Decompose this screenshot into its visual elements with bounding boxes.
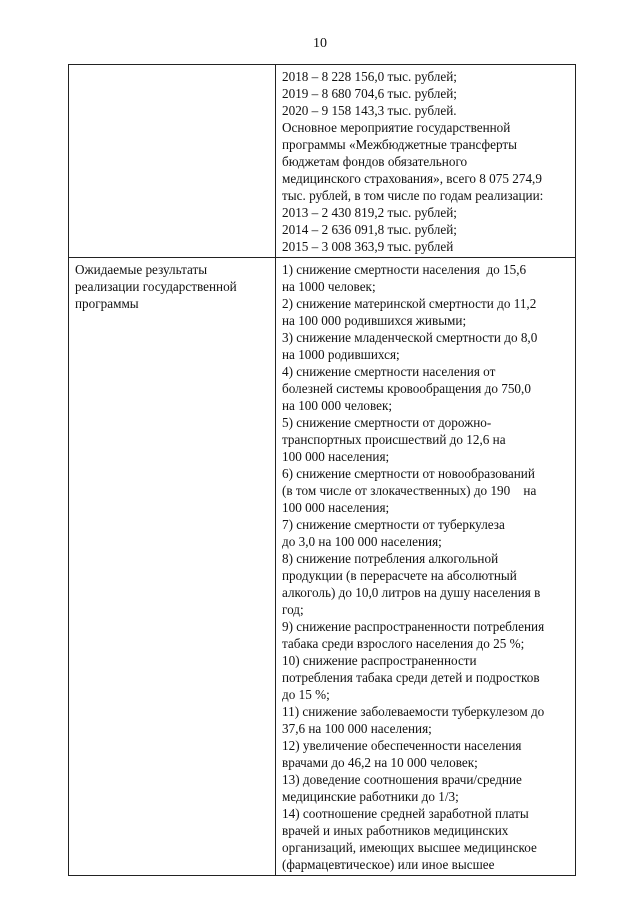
table-row bbox=[69, 65, 576, 258]
text-line: болезней системы кровообращения до 750,0 bbox=[282, 381, 531, 396]
text-line: 2019 – 8 680 704,6 тыс. рублей; bbox=[282, 86, 457, 101]
text-line: 9) снижение распространенности потребления bbox=[282, 619, 545, 634]
text-line: продукции (в перерасчете на абсолютный bbox=[282, 568, 517, 583]
text-line: медицинского страхования», всего 8 075 274,9 bbox=[282, 171, 542, 186]
text-line: транспортных происшествий до 12,6 на bbox=[282, 432, 506, 447]
text-line: 2020 – 9 158 143,3 тыс. рублей. bbox=[282, 103, 457, 118]
text-line: 7) снижение смертности от туберкулеза bbox=[282, 517, 505, 532]
text-line: врачей и иных работников медицинских bbox=[282, 823, 509, 838]
text-line: 13) доведение соотношения врачи/средние bbox=[282, 772, 522, 787]
text-line: год; bbox=[282, 602, 304, 617]
text-line: на 1000 родившихся; bbox=[282, 347, 400, 362]
row-label-cell bbox=[69, 258, 276, 876]
row-value-cell bbox=[276, 258, 576, 876]
text-line: 100 000 населения; bbox=[282, 500, 390, 515]
text-line: на 100 000 родившихся живыми; bbox=[282, 313, 467, 328]
page-number: 10 bbox=[313, 36, 327, 51]
text-line: программы bbox=[75, 296, 139, 311]
text-line: реализации государственной bbox=[75, 279, 237, 294]
text-line: потребления табака среди детей и подростков bbox=[282, 670, 540, 685]
text-line: программы «Межбюджетные трансферты bbox=[282, 137, 517, 152]
text-line: до 15 %; bbox=[282, 687, 330, 702]
text-line: 1) снижение смертности населения до 15,6 bbox=[282, 262, 527, 277]
text-line: тыс. рублей, в том числе по годам реализации: bbox=[282, 188, 544, 203]
text-line: 3) снижение младенческой смертности до 8,0 bbox=[282, 330, 538, 345]
text-line: 2018 – 8 228 156,0 тыс. рублей; bbox=[282, 69, 457, 84]
text-line: 2013 – 2 430 819,2 тыс. рублей; bbox=[282, 205, 457, 220]
text-line: 6) снижение смертности от новообразований bbox=[282, 466, 535, 481]
text-line: 11) снижение заболеваемости туберкулезом до bbox=[282, 704, 545, 719]
text-line: Ожидаемые результаты bbox=[75, 262, 208, 277]
program-passport-table bbox=[68, 64, 576, 876]
text-line: до 3,0 на 100 000 населения; bbox=[282, 534, 442, 549]
table-row bbox=[69, 258, 576, 876]
text-line: 2) снижение материнской смертности до 11,2 bbox=[282, 296, 537, 311]
text-line: на 100 000 человек; bbox=[282, 398, 393, 413]
text-line: табака среди взрослого населения до 25 %; bbox=[282, 636, 525, 651]
text-line: на 1000 человек; bbox=[282, 279, 376, 294]
text-line: 37,6 на 100 000 населения; bbox=[282, 721, 432, 736]
row-label-cell bbox=[69, 65, 276, 258]
text-line: организаций, имеющих высшее медицинское bbox=[282, 840, 537, 855]
text-line: 2015 – 3 008 363,9 тыс. рублей bbox=[282, 239, 454, 254]
text-line: бюджетам фондов обязательного bbox=[282, 154, 468, 169]
text-line: врачами до 46,2 на 10 000 человек; bbox=[282, 755, 478, 770]
row-value-cell bbox=[276, 65, 576, 258]
text-line: (в том числе от злокачественных) до 190 на bbox=[282, 483, 537, 498]
text-line: медицинские работники до 1/3; bbox=[282, 789, 459, 804]
text-line: 14) соотношение средней заработной платы bbox=[282, 806, 529, 821]
text-line: 10) снижение распространенности bbox=[282, 653, 477, 668]
text-line: (фармацевтическое) или иное высшее bbox=[282, 857, 495, 872]
text-line: 12) увеличение обеспеченности населения bbox=[282, 738, 522, 753]
text-line: Основное мероприятие государственной bbox=[282, 120, 511, 135]
text-line: 4) снижение смертности населения от bbox=[282, 364, 496, 379]
text-line: 2014 – 2 636 091,8 тыс. рублей; bbox=[282, 222, 457, 237]
text-line: алкоголь) до 10,0 литров на душу населения в bbox=[282, 585, 541, 600]
text-line: 100 000 населения; bbox=[282, 449, 390, 464]
text-line: 8) снижение потребления алкогольной bbox=[282, 551, 499, 566]
text-line: 5) снижение смертности от дорожно- bbox=[282, 415, 492, 430]
